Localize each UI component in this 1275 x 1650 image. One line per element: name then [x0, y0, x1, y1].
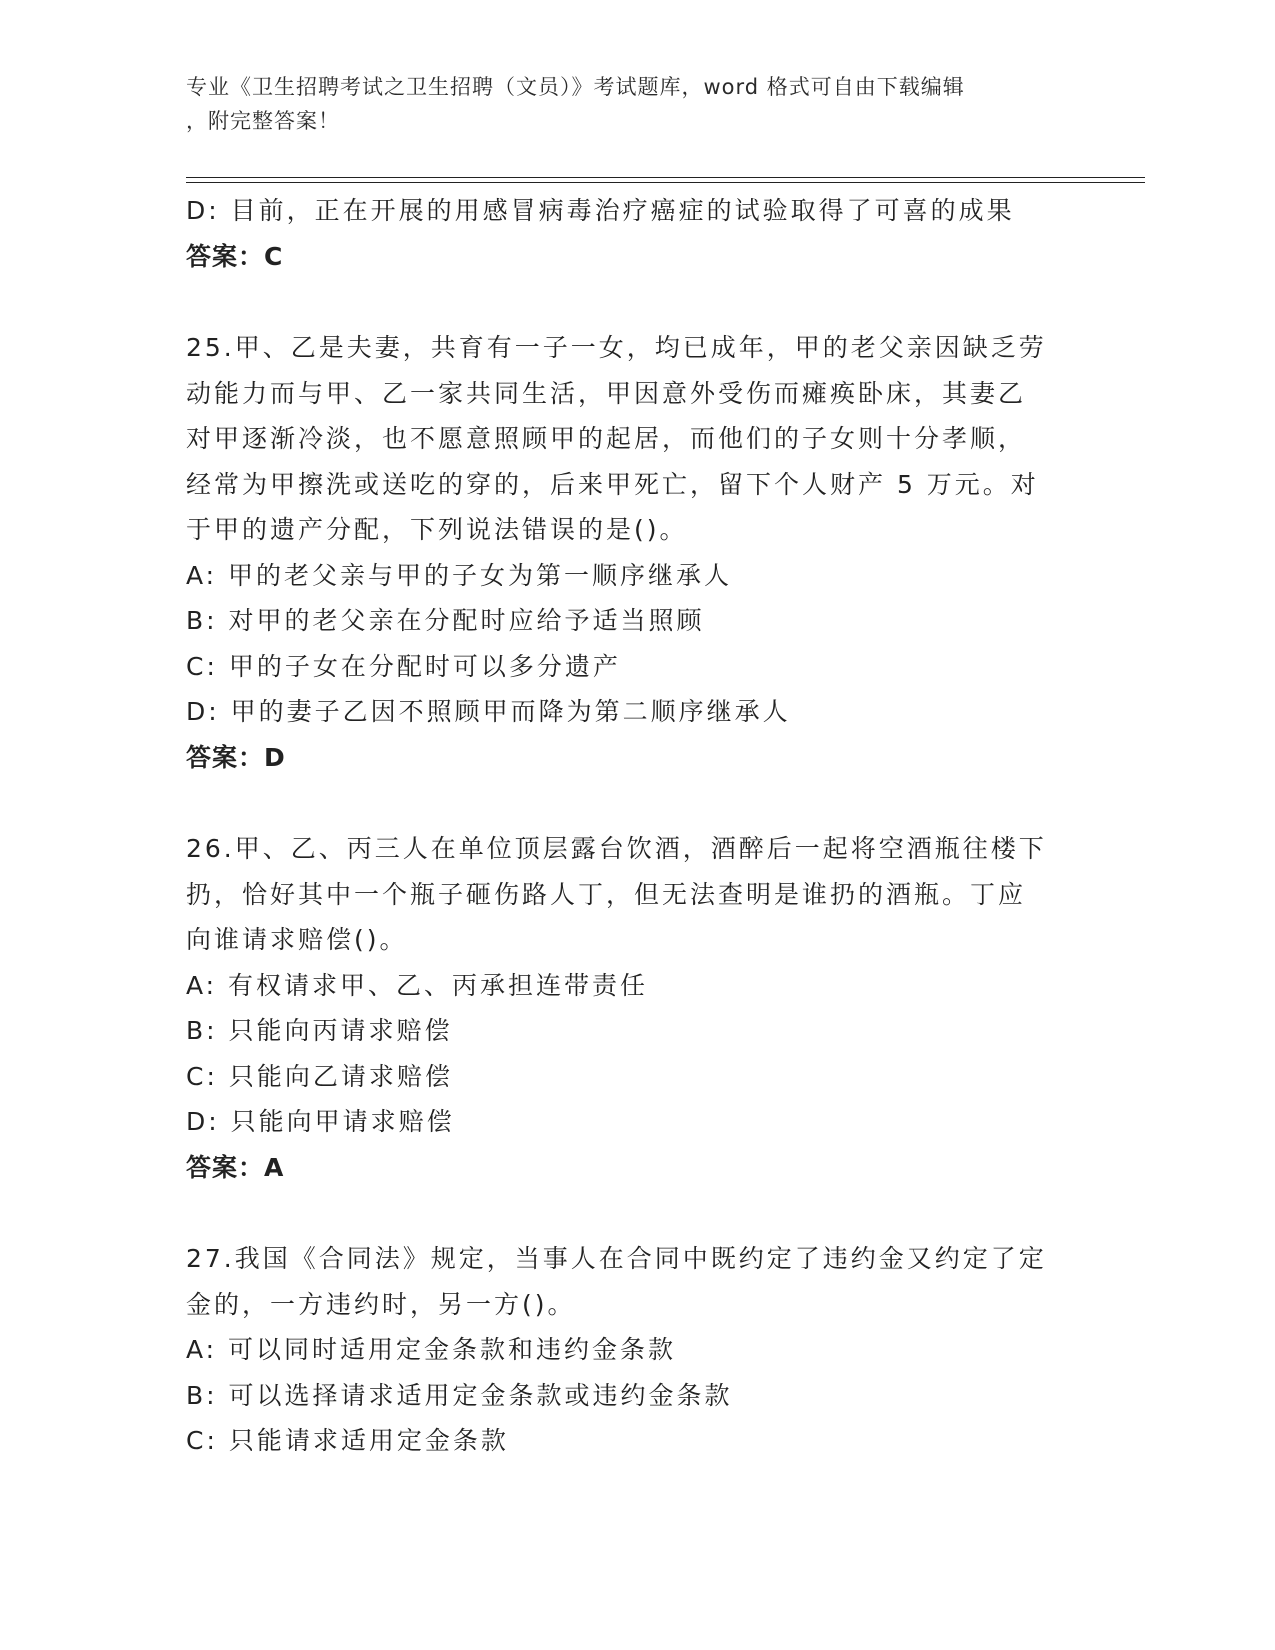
question-stem-line: 金的，一方违约时，另一方()。: [186, 1289, 576, 1319]
option-a: A: 甲的老父亲与甲的子女为第一顺序继承人: [186, 560, 733, 590]
option-b: B: 可以选择请求适用定金条款或违约金条款: [186, 1380, 733, 1410]
question-stem-line: 扔，恰好其中一个瓶子砸伤路人丁，但无法查明是谁扔的酒瓶。丁应: [186, 879, 1027, 909]
answer: 答案：A: [186, 1152, 285, 1182]
option-c: C: 只能向乙请求赔偿: [186, 1061, 453, 1091]
option-d: D: 甲的妻子乙因不照顾甲而降为第二顺序继承人: [186, 697, 791, 726]
document-body: [186, 188, 1086, 1464]
question-stem-line: 动能力而与甲、乙一家共同生活，甲因意外受伤而瘫痪卧床，其妻乙: [186, 378, 1027, 408]
document-header: [186, 70, 1066, 138]
question-stem-line: 27.我国《合同法》规定，当事人在合同中既约定了违约金又约定了定: [186, 1244, 1047, 1273]
question-27: [186, 1236, 1086, 1464]
header-line-1: 专业《卫生招聘考试之卫生招聘（文员）》考试题库，word 格式可自由下载编辑: [186, 75, 965, 99]
spacer: [186, 1190, 1086, 1236]
option-d: D: 只能向甲请求赔偿: [186, 1107, 455, 1136]
header-divider-top: [186, 177, 1145, 178]
option-c: C: 只能请求适用定金条款: [186, 1426, 509, 1455]
question-stem-line: 对甲逐渐冷淡，也不愿意照顾甲的起居，而他们的子女则十分孝顺，: [186, 424, 1027, 453]
answer: 答案：D: [186, 742, 286, 772]
option-a: A: 有权请求甲、乙、丙承担连带责任: [186, 970, 649, 1000]
header-divider-bottom: [186, 182, 1145, 183]
question-25: [186, 325, 1086, 780]
question-stem-line: 向谁请求赔偿()。: [186, 925, 408, 954]
question-stem-line: 经常为甲擦洗或送吃的穿的，后来甲死亡，留下个人财产 5 万元。对: [186, 469, 1039, 499]
option-d: D: 目前，正在开展的用感冒病毒治疗癌症的试验取得了可喜的成果: [186, 196, 1015, 225]
option-c: C: 甲的子女在分配时可以多分遗产: [186, 651, 621, 681]
question-stem-line: 25.甲、乙是夫妻，共育有一子一女，均已成年，甲的老父亲因缺乏劳: [186, 333, 1047, 362]
question-stem-line: 26.甲、乙、丙三人在单位顶层露台饮酒，酒醉后一起将空酒瓶往楼下: [186, 834, 1047, 863]
question-stem-line: 于甲的遗产分配，下列说法错误的是()。: [186, 515, 688, 544]
option-a: A: 可以同时适用定金条款和违约金条款: [186, 1335, 677, 1364]
question-26: [186, 826, 1086, 1190]
header-line-2: ，附完整答案！: [186, 109, 340, 133]
answer: 答案：C: [186, 241, 284, 271]
spacer: [186, 780, 1086, 826]
spacer: [186, 279, 1086, 325]
option-b: B: 只能向丙请求赔偿: [186, 1016, 453, 1045]
prev-question-tail: [186, 188, 1086, 279]
option-b: B: 对甲的老父亲在分配时应给予适当照顾: [186, 606, 705, 635]
